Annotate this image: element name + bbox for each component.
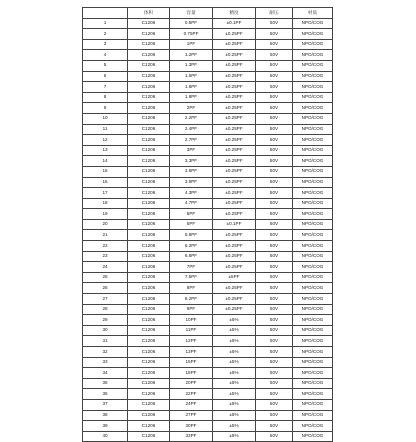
cell-capacitance: 13PF: [170, 347, 213, 358]
table-row: [83, 378, 333, 389]
cell-voltage-rating: 50V: [256, 251, 293, 262]
cell-capacitance: 3.6PF: [170, 166, 213, 177]
cell-package-size: C1206: [128, 219, 170, 230]
cell-index: 36: [83, 389, 128, 400]
cell-package-size: C1206: [128, 294, 170, 305]
table-row: [83, 389, 333, 400]
cell-package-size: C1206: [128, 145, 170, 156]
cell-tolerance: ±0.25PF: [213, 177, 256, 188]
cell-voltage-rating: 50V: [256, 188, 293, 199]
cell-voltage-rating: 50V: [256, 294, 293, 305]
cell-index: 13: [83, 145, 128, 156]
cell-capacitance: 3PF: [170, 145, 213, 156]
table-row: [83, 325, 333, 336]
header-capacitance: 容量: [170, 8, 213, 19]
cell-tolerance: ±0.1PF: [213, 219, 256, 230]
cell-package-size: C1206: [128, 325, 170, 336]
table-row: [83, 18, 333, 29]
cell-tolerance: ±0.25PF: [213, 103, 256, 114]
cell-tolerance: ±0.25PF: [213, 39, 256, 50]
cell-dielectric: NPO/COG: [293, 315, 333, 326]
cell-dielectric: NPO/COG: [293, 71, 333, 82]
table-row: [83, 410, 333, 421]
table-row: [83, 60, 333, 71]
cell-dielectric: NPO/COG: [293, 336, 333, 347]
cell-capacitance: 6.2PF: [170, 241, 213, 252]
cell-index: 27: [83, 294, 128, 305]
cell-voltage-rating: 50V: [256, 410, 293, 421]
cell-dielectric: NPO/COG: [293, 50, 333, 61]
cell-capacitance: 0.5PF: [170, 18, 213, 29]
cell-index: 38: [83, 410, 128, 421]
cell-voltage-rating: 50V: [256, 166, 293, 177]
cell-index: 3: [83, 39, 128, 50]
cell-dielectric: NPO/COG: [293, 209, 333, 220]
cell-capacitance: 5.6PF: [170, 230, 213, 241]
cell-tolerance: ±0.25PF: [213, 29, 256, 40]
cell-voltage-rating: 50V: [256, 39, 293, 50]
cell-capacitance: 2.4PF: [170, 124, 213, 135]
cell-index: 31: [83, 336, 128, 347]
cell-capacitance: 30PF: [170, 421, 213, 432]
cell-tolerance: ±0.1PF: [213, 18, 256, 29]
cell-voltage-rating: 50V: [256, 124, 293, 135]
header-package-size: 体积: [128, 8, 170, 19]
cell-capacitance: 15PF: [170, 357, 213, 368]
cell-tolerance: ±0.25PF: [213, 209, 256, 220]
cell-tolerance: ±0.25PF: [213, 82, 256, 93]
cell-voltage-rating: 50V: [256, 177, 293, 188]
table-row: [83, 251, 333, 262]
cell-dielectric: NPO/COG: [293, 399, 333, 410]
cell-capacitance: 2PF: [170, 103, 213, 114]
cell-package-size: C1206: [128, 336, 170, 347]
table-row: [83, 315, 333, 326]
cell-index: 34: [83, 368, 128, 379]
cell-index: 10: [83, 113, 128, 124]
cell-capacitance: 11PF: [170, 325, 213, 336]
cell-tolerance: ±5%: [213, 315, 256, 326]
cell-voltage-rating: 50V: [256, 421, 293, 432]
cell-index: 37: [83, 399, 128, 410]
cell-dielectric: NPO/COG: [293, 166, 333, 177]
cell-index: 18: [83, 198, 128, 209]
cell-package-size: C1206: [128, 272, 170, 283]
cell-tolerance: ±5%: [213, 325, 256, 336]
cell-index: 11: [83, 124, 128, 135]
cell-dielectric: NPO/COG: [293, 124, 333, 135]
cell-dielectric: NPO/COG: [293, 251, 333, 262]
cell-voltage-rating: 50V: [256, 378, 293, 389]
cell-dielectric: NPO/COG: [293, 347, 333, 358]
cell-tolerance: ±0.25PF: [213, 294, 256, 305]
cell-voltage-rating: 50V: [256, 71, 293, 82]
cell-capacitance: 9PF: [170, 304, 213, 315]
table-row: [83, 230, 333, 241]
cell-capacitance: 18PF: [170, 368, 213, 379]
cell-voltage-rating: 50V: [256, 272, 293, 283]
cell-dielectric: NPO/COG: [293, 29, 333, 40]
cell-package-size: C1206: [128, 410, 170, 421]
cell-capacitance: 1.2PF: [170, 50, 213, 61]
cell-dielectric: NPO/COG: [293, 135, 333, 146]
cell-tolerance: ±0.25PF: [213, 135, 256, 146]
table-row: [83, 82, 333, 93]
cell-voltage-rating: 50V: [256, 60, 293, 71]
cell-capacitance: 2.7PF: [170, 135, 213, 146]
cell-package-size: C1206: [128, 50, 170, 61]
cell-package-size: C1206: [128, 431, 170, 442]
cell-capacitance: 33PF: [170, 431, 213, 442]
cell-tolerance: ±5%: [213, 410, 256, 421]
cell-package-size: C1206: [128, 124, 170, 135]
cell-capacitance: 3.9PF: [170, 177, 213, 188]
cell-dielectric: NPO/COG: [293, 304, 333, 315]
cell-voltage-rating: 50V: [256, 113, 293, 124]
cell-index: 22: [83, 241, 128, 252]
header-index: [83, 8, 128, 19]
cell-capacitance: 8PF: [170, 283, 213, 294]
cell-tolerance: ±5%: [213, 368, 256, 379]
cell-package-size: C1206: [128, 135, 170, 146]
cell-dielectric: NPO/COG: [293, 92, 333, 103]
table-row: [83, 177, 333, 188]
table-row: [83, 209, 333, 220]
cell-capacitance: 3.3PF: [170, 156, 213, 167]
cell-capacitance: 1.6PF: [170, 82, 213, 93]
cell-package-size: C1206: [128, 315, 170, 326]
cell-dielectric: NPO/COG: [293, 103, 333, 114]
cell-package-size: C1206: [128, 156, 170, 167]
cell-tolerance: ±0.25PF: [213, 124, 256, 135]
table-row: [83, 124, 333, 135]
cell-index: 23: [83, 251, 128, 262]
cell-dielectric: NPO/COG: [293, 272, 333, 283]
cell-index: 21: [83, 230, 128, 241]
cell-tolerance: ±5%: [213, 431, 256, 442]
cell-tolerance: ±0.25PF: [213, 156, 256, 167]
cell-tolerance: ±5%: [213, 421, 256, 432]
cell-package-size: C1206: [128, 399, 170, 410]
cell-package-size: C1206: [128, 251, 170, 262]
cell-index: 9: [83, 103, 128, 114]
cell-tolerance: ±5%: [213, 399, 256, 410]
cell-package-size: C1206: [128, 283, 170, 294]
table-row: [83, 399, 333, 410]
cell-capacitance: 1PF: [170, 39, 213, 50]
table-row: [83, 188, 333, 199]
cell-index: 16: [83, 177, 128, 188]
cell-tolerance: ±0.25PF: [213, 241, 256, 252]
cell-dielectric: NPO/COG: [293, 241, 333, 252]
cell-capacitance: 4.3PF: [170, 188, 213, 199]
cell-package-size: C1206: [128, 421, 170, 432]
cell-capacitance: 1.3PF: [170, 60, 213, 71]
table-row: [83, 336, 333, 347]
table-row: [83, 29, 333, 40]
cell-dielectric: NPO/COG: [293, 60, 333, 71]
cell-index: 40: [83, 431, 128, 442]
cell-dielectric: NPO/COG: [293, 389, 333, 400]
cell-dielectric: NPO/COG: [293, 378, 333, 389]
table-row: [83, 294, 333, 305]
cell-dielectric: NPO/COG: [293, 431, 333, 442]
cell-index: 1: [83, 18, 128, 29]
cell-index: 12: [83, 135, 128, 146]
cell-dielectric: NPO/COG: [293, 283, 333, 294]
cell-index: 25: [83, 272, 128, 283]
cell-voltage-rating: 50V: [256, 209, 293, 220]
cell-index: 26: [83, 283, 128, 294]
cell-voltage-rating: 50V: [256, 315, 293, 326]
cell-index: 20: [83, 219, 128, 230]
cell-voltage-rating: 50V: [256, 304, 293, 315]
cell-tolerance: ±5%: [213, 336, 256, 347]
cell-voltage-rating: 50V: [256, 347, 293, 358]
cell-dielectric: NPO/COG: [293, 294, 333, 305]
cell-package-size: C1206: [128, 357, 170, 368]
cell-tolerance: ±0.25PF: [213, 304, 256, 315]
cell-package-size: C1206: [128, 71, 170, 82]
cell-capacitance: 7PF: [170, 262, 213, 273]
cell-dielectric: NPO/COG: [293, 188, 333, 199]
cell-package-size: C1206: [128, 39, 170, 50]
cell-voltage-rating: 50V: [256, 389, 293, 400]
cell-dielectric: NPO/COG: [293, 368, 333, 379]
cell-capacitance: 1.5PF: [170, 71, 213, 82]
table-row: [83, 145, 333, 156]
cell-dielectric: NPO/COG: [293, 325, 333, 336]
cell-voltage-rating: 50V: [256, 103, 293, 114]
cell-index: 24: [83, 262, 128, 273]
cell-tolerance: ±0.25PF: [213, 145, 256, 156]
cell-tolerance: ±5%: [213, 378, 256, 389]
table-row: [83, 113, 333, 124]
cell-tolerance: ±0.25PF: [213, 166, 256, 177]
cell-tolerance: ±5PF: [213, 272, 256, 283]
table-body: [83, 18, 333, 442]
cell-voltage-rating: 50V: [256, 156, 293, 167]
cell-index: 5: [83, 60, 128, 71]
cell-voltage-rating: 50V: [256, 399, 293, 410]
cell-dielectric: NPO/COG: [293, 156, 333, 167]
cell-tolerance: ±0.25PF: [213, 50, 256, 61]
cell-package-size: C1206: [128, 347, 170, 358]
table-row: [83, 357, 333, 368]
cell-tolerance: ±0.25PF: [213, 92, 256, 103]
table-row: [83, 198, 333, 209]
cell-index: 15: [83, 166, 128, 177]
cell-package-size: C1206: [128, 60, 170, 71]
table-row: [83, 135, 333, 146]
cell-package-size: C1206: [128, 262, 170, 273]
cell-dielectric: NPO/COG: [293, 219, 333, 230]
cell-package-size: C1206: [128, 230, 170, 241]
table-row: [83, 156, 333, 167]
cell-voltage-rating: 50V: [256, 145, 293, 156]
cell-package-size: C1206: [128, 177, 170, 188]
cell-index: 35: [83, 378, 128, 389]
cell-package-size: C1206: [128, 209, 170, 220]
table-row: [83, 39, 333, 50]
cell-dielectric: NPO/COG: [293, 113, 333, 124]
capacitor-spec-sheet: [82, 7, 332, 442]
cell-capacitance: 27PF: [170, 410, 213, 421]
table-row: [83, 166, 333, 177]
cell-package-size: C1206: [128, 166, 170, 177]
cell-voltage-rating: 50V: [256, 198, 293, 209]
cell-package-size: C1206: [128, 368, 170, 379]
table-row: [83, 92, 333, 103]
header-dielectric: 材质: [293, 8, 333, 19]
cell-capacitance: 2.2PF: [170, 113, 213, 124]
cell-dielectric: NPO/COG: [293, 230, 333, 241]
table-header-row: [83, 8, 333, 19]
cell-package-size: C1206: [128, 304, 170, 315]
cell-capacitance: 1.8PF: [170, 92, 213, 103]
cell-dielectric: NPO/COG: [293, 145, 333, 156]
cell-index: 4: [83, 50, 128, 61]
cell-voltage-rating: 50V: [256, 219, 293, 230]
cell-voltage-rating: 50V: [256, 92, 293, 103]
cell-voltage-rating: 50V: [256, 241, 293, 252]
cell-dielectric: NPO/COG: [293, 357, 333, 368]
cell-voltage-rating: 50V: [256, 135, 293, 146]
cell-capacitance: 5PF: [170, 219, 213, 230]
cell-package-size: C1206: [128, 198, 170, 209]
table-row: [83, 272, 333, 283]
cell-tolerance: ±5%: [213, 347, 256, 358]
cell-index: 19: [83, 209, 128, 220]
table-row: [83, 304, 333, 315]
cell-package-size: C1206: [128, 188, 170, 199]
cell-voltage-rating: 50V: [256, 336, 293, 347]
header-voltage-rating: 耐压: [256, 8, 293, 19]
cell-tolerance: ±0.25PF: [213, 198, 256, 209]
cell-capacitance: 22PF: [170, 389, 213, 400]
cell-package-size: C1206: [128, 113, 170, 124]
table-row: [83, 421, 333, 432]
cell-voltage-rating: 50V: [256, 283, 293, 294]
cell-capacitance: 6.8PF: [170, 251, 213, 262]
capacitor-spec-table: [82, 7, 333, 442]
cell-voltage-rating: 50V: [256, 262, 293, 273]
table-row: [83, 347, 333, 358]
cell-index: 17: [83, 188, 128, 199]
cell-capacitance: 10PF: [170, 315, 213, 326]
cell-capacitance: 4.7PF: [170, 198, 213, 209]
cell-capacitance: 24PF: [170, 399, 213, 410]
cell-dielectric: NPO/COG: [293, 410, 333, 421]
cell-tolerance: ±0.25PF: [213, 113, 256, 124]
cell-dielectric: NPO/COG: [293, 18, 333, 29]
cell-dielectric: NPO/COG: [293, 198, 333, 209]
cell-capacitance: 7.5PF: [170, 272, 213, 283]
cell-tolerance: ±0.25PF: [213, 251, 256, 262]
cell-capacitance: 5PF: [170, 209, 213, 220]
cell-tolerance: ±0.25PF: [213, 283, 256, 294]
cell-dielectric: NPO/COG: [293, 421, 333, 432]
cell-package-size: C1206: [128, 18, 170, 29]
cell-voltage-rating: 50V: [256, 431, 293, 442]
cell-tolerance: ±0.25PF: [213, 188, 256, 199]
table-row: [83, 262, 333, 273]
cell-voltage-rating: 50V: [256, 82, 293, 93]
cell-voltage-rating: 50V: [256, 29, 293, 40]
cell-index: 14: [83, 156, 128, 167]
cell-index: 30: [83, 325, 128, 336]
cell-voltage-rating: 50V: [256, 18, 293, 29]
table-row: [83, 50, 333, 61]
cell-tolerance: ±0.25PF: [213, 71, 256, 82]
cell-package-size: C1206: [128, 241, 170, 252]
cell-voltage-rating: 50V: [256, 325, 293, 336]
table-row: [83, 431, 333, 442]
table-row: [83, 283, 333, 294]
cell-dielectric: NPO/COG: [293, 177, 333, 188]
cell-capacitance: 8.2PF: [170, 294, 213, 305]
table-row: [83, 368, 333, 379]
cell-voltage-rating: 50V: [256, 230, 293, 241]
cell-tolerance: ±0.25PF: [213, 60, 256, 71]
cell-package-size: C1206: [128, 92, 170, 103]
cell-index: 7: [83, 82, 128, 93]
cell-dielectric: NPO/COG: [293, 262, 333, 273]
table-row: [83, 103, 333, 114]
header-tolerance: 精度: [213, 8, 256, 19]
cell-package-size: C1206: [128, 29, 170, 40]
cell-voltage-rating: 50V: [256, 50, 293, 61]
cell-voltage-rating: 50V: [256, 357, 293, 368]
cell-package-size: C1206: [128, 378, 170, 389]
cell-index: 28: [83, 304, 128, 315]
cell-index: 32: [83, 347, 128, 358]
cell-dielectric: NPO/COG: [293, 82, 333, 93]
cell-tolerance: ±0.25PF: [213, 262, 256, 273]
cell-index: 6: [83, 71, 128, 82]
table-row: [83, 241, 333, 252]
cell-index: 29: [83, 315, 128, 326]
cell-index: 33: [83, 357, 128, 368]
cell-dielectric: NPO/COG: [293, 39, 333, 50]
cell-package-size: C1206: [128, 103, 170, 114]
cell-capacitance: 0.75PF: [170, 29, 213, 40]
cell-index: 2: [83, 29, 128, 40]
cell-capacitance: 12PF: [170, 336, 213, 347]
cell-tolerance: ±5%: [213, 357, 256, 368]
cell-capacitance: 20PF: [170, 378, 213, 389]
table-row: [83, 71, 333, 82]
cell-package-size: C1206: [128, 389, 170, 400]
cell-package-size: C1206: [128, 82, 170, 93]
cell-tolerance: ±5%: [213, 389, 256, 400]
cell-index: 8: [83, 92, 128, 103]
cell-tolerance: ±0.25PF: [213, 230, 256, 241]
table-row: [83, 219, 333, 230]
cell-index: 39: [83, 421, 128, 432]
cell-voltage-rating: 50V: [256, 368, 293, 379]
